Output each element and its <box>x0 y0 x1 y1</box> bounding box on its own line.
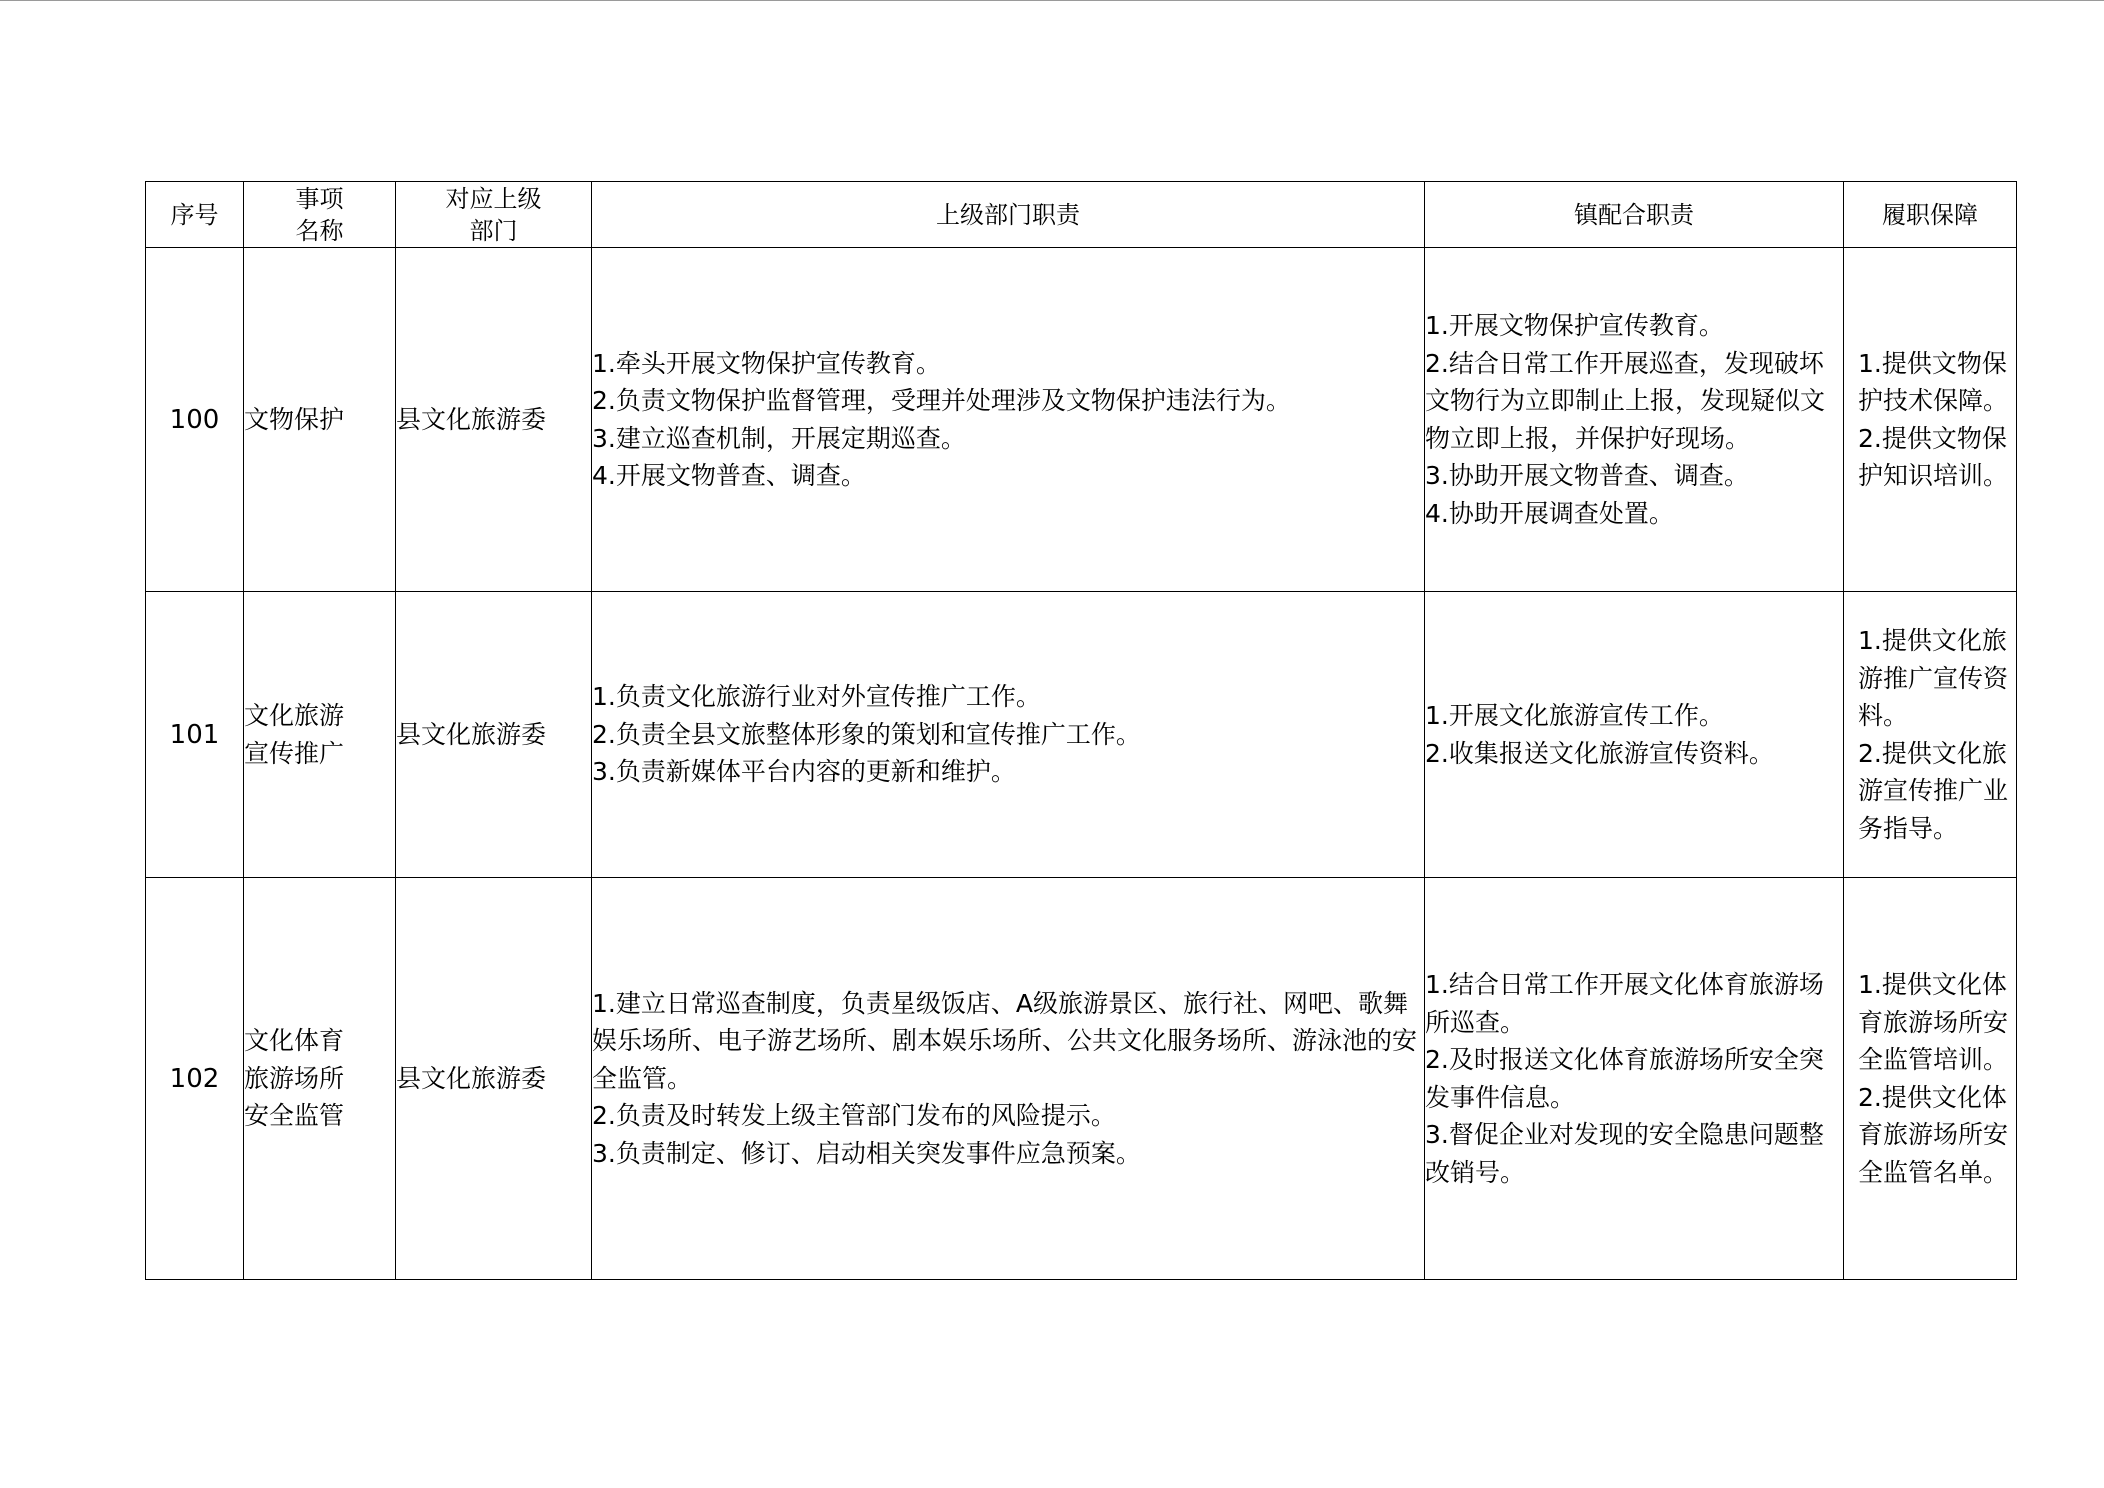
town-duty-item: 3.督促企业对发现的安全隐患问题整改销号。 <box>1425 1120 1824 1187</box>
row-superior-dept: 县文化旅游委 <box>396 248 592 592</box>
guarantee-item: 2.提供文物保护知识培训。 <box>1858 423 2009 490</box>
town-duty-item: 2.及时报送文化体育旅游场所安全突发事件信息。 <box>1425 1045 1824 1112</box>
header-item-name-line-1: 事项 <box>295 184 344 213</box>
row-item-name <box>244 592 396 878</box>
row-town-duties <box>1425 592 1844 878</box>
responsibility-table <box>145 181 2017 1280</box>
guarantee-item: 2.提供文化旅游宣传推广业务指导。 <box>1858 738 2009 843</box>
header-item-name-line-2: 名称 <box>295 216 344 245</box>
page-top-border <box>0 0 2104 1</box>
row-item-name <box>244 248 396 592</box>
town-duty-item: 4.协助开展调查处置。 <box>1425 498 1674 528</box>
header-seq: 序号 <box>146 182 244 248</box>
row-item-name-line: 文物保护 <box>244 404 345 434</box>
duty-item: 2.负责文物保护监督管理，受理并处理涉及文物保护违法行为。 <box>592 386 1291 415</box>
duty-item: 2.负责全县文旅整体形象的策划和宣传推广工作。 <box>592 719 1141 749</box>
duty-item: 3.负责新媒体平台内容的更新和维护。 <box>592 757 1016 787</box>
row-town-duties <box>1425 878 1844 1280</box>
row-superior-duties <box>592 592 1425 878</box>
guarantee-item: 1.提供文物保护技术保障。 <box>1858 348 2009 415</box>
town-duty-item: 2.收集报送文化旅游宣传资料。 <box>1425 738 1774 768</box>
header-guarantee: 履职保障 <box>1844 182 2017 248</box>
row-superior-duties <box>592 878 1425 1280</box>
row-item-name-line: 文化体育 <box>244 1026 345 1056</box>
table-row <box>146 592 2017 878</box>
header-item-name <box>244 182 396 248</box>
town-duty-item: 1.结合日常工作开展文化体育旅游场所巡查。 <box>1425 970 1824 1037</box>
row-item-name-line: 旅游场所 <box>244 1063 345 1093</box>
row-seq: 101 <box>146 592 244 878</box>
row-item-name-line: 宣传推广 <box>244 738 345 768</box>
row-guarantee <box>1844 878 2017 1280</box>
duty-item: 1.负责文化旅游行业对外宣传推广工作。 <box>592 682 1041 712</box>
duty-item: 1.牵头开展文物保护宣传教育。 <box>592 348 941 378</box>
town-duty-item: 3.协助开展文物普查、调查。 <box>1425 461 1749 490</box>
row-superior-dept: 县文化旅游委 <box>396 592 592 878</box>
header-superior-dept <box>396 182 592 248</box>
header-superior-dept-line-2: 部门 <box>469 216 518 245</box>
guarantee-item: 2.提供文化体育旅游场所安全监管名单。 <box>1858 1082 2009 1187</box>
header-town-duties: 镇配合职责 <box>1425 182 1844 248</box>
duty-item: 3.建立巡查机制，开展定期巡查。 <box>592 423 966 453</box>
header-superior-duties: 上级部门职责 <box>592 182 1425 248</box>
row-item-name-line: 文化旅游 <box>244 701 345 730</box>
duty-item: 2.负责及时转发上级主管部门发布的风险提示。 <box>592 1101 1116 1131</box>
town-duty-item: 1.开展文物保护宣传教育。 <box>1425 311 1724 340</box>
row-guarantee <box>1844 248 2017 592</box>
header-superior-dept-line-1: 对应上级 <box>445 184 542 213</box>
duty-item: 3.负责制定、修订、启动相关突发事件应急预案。 <box>592 1138 1141 1168</box>
row-seq: 100 <box>146 248 244 592</box>
town-duty-item: 1.开展文化旅游宣传工作。 <box>1425 701 1724 730</box>
row-superior-dept: 县文化旅游委 <box>396 878 592 1280</box>
row-item-name-line: 安全监管 <box>244 1101 345 1131</box>
header-row <box>146 182 2017 248</box>
table-row <box>146 248 2017 592</box>
row-town-duties <box>1425 248 1844 592</box>
row-seq: 102 <box>146 878 244 1280</box>
guarantee-item: 1.提供文化体育旅游场所安全监管培训。 <box>1858 970 2009 1074</box>
duty-item: 1.建立日常巡查制度，负责星级饭店、A级旅游景区、旅行社、网吧、歌舞娱乐场所、电子游艺场所、剧本娱乐场所、公共文化服务场所、游泳池的安全监管。 <box>592 988 1418 1093</box>
duty-item: 4.开展文物普查、调查。 <box>592 461 866 490</box>
guarantee-item: 1.提供文化旅游推广宣传资料。 <box>1858 626 2009 730</box>
table-row <box>146 878 2017 1280</box>
row-item-name <box>244 878 396 1280</box>
town-duty-item: 2.结合日常工作开展巡查，发现破坏文物行为立即制止上报，发现疑似文物立即上报，并保护好现场。 <box>1425 348 1826 453</box>
row-superior-duties <box>592 248 1425 592</box>
row-guarantee <box>1844 592 2017 878</box>
